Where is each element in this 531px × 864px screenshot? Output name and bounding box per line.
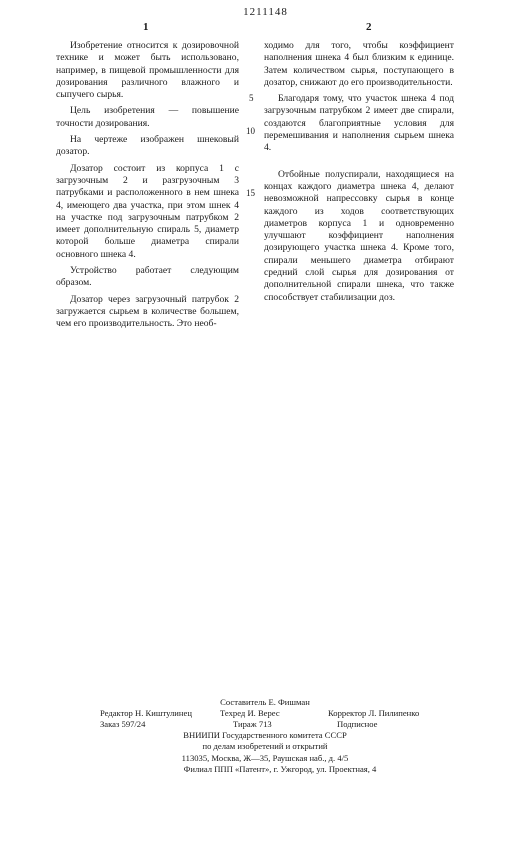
- org-line-2: по делам изобретений и открытий: [202, 741, 328, 752]
- editor: Редактор Н. Киштулинец: [100, 708, 192, 719]
- line-number: 10: [246, 126, 255, 136]
- paragraph: ходимо для того, чтобы коэффициент наполнения шнека 4 был близким к единице. Затем количеством сырья, поступающего в дозатор, снижают до его производительности.: [264, 40, 454, 88]
- paragraph: Дозатор через загрузочный патрубок 2 загружается сырьем в количестве большем, чем его производительность. Это необ-: [56, 293, 239, 330]
- branch: Филиал ППП «Патент», г. Ужгород, ул. Проектная, 4: [183, 763, 377, 774]
- column-number-left: 1: [143, 21, 149, 33]
- left-column: [56, 40, 239, 331]
- paragraph: Устройство работает следующим образом.: [56, 265, 239, 289]
- paragraph: Дозатор состоит из корпуса 1 с загрузочным 2 и разгрузочным 3 патрубками и расположенного в нем шнека 4, имеющего два участка, при этом шнек 4 на участке под загрузочным патрубком 2 имеет дополнительную спираль 5, диаметр которой больше диаметра спирали основного шнека 4.: [56, 162, 239, 260]
- order: Заказ 597/24: [100, 719, 146, 730]
- paragraph: Цель изобретения — повышение точности дозирования.: [56, 105, 239, 129]
- address: 113035, Москва, Ж—35, Раушская наб., д. 4/5: [181, 752, 349, 763]
- org-line-1: ВНИИПИ Государственного комитета СССР: [183, 730, 347, 741]
- colophon: [100, 697, 430, 775]
- paragraph: Благодаря тому, что участок шнека 4 под загрузочным патрубком 2 имеет две спирали, создаются благоприятные условия для перемешивания и наполнения сырьем шнека 4.: [264, 93, 454, 154]
- line-number: 15: [246, 188, 255, 198]
- paragraph: Изобретение относится к дозировочной технике и может быть использовано, например, в пищевой промышленности для дозирования различного влажного и сыпучего сырья.: [56, 40, 239, 101]
- paragraph: На чертеже изображен шнековый дозатор.: [56, 134, 239, 158]
- compiler: Составитель Е. Фишман: [220, 697, 310, 707]
- techred: Техред И. Верес: [220, 708, 280, 719]
- paragraph: Отбойные полуспирали, находящиеся на концах каждого диаметра шнека 4, делают невозможной напрессовку сырья в конце каждого из ходов соответствующих диаметров корпуса 1 и одновременно улучшают коэффициент наполнения дозирующего участка шнека 4. Кроме того, спирали меньшего диаметра отбирают средний слой сырья для дозирования от дополнительной спирали шнека, что также способствует стабилизации доз.: [264, 168, 454, 303]
- subscription: Подписное: [337, 719, 378, 730]
- line-number: 5: [249, 93, 254, 103]
- column-number-right: 2: [366, 21, 372, 33]
- corrector: Корректор Л. Пилипенко: [328, 708, 420, 719]
- right-column: [264, 40, 454, 304]
- circulation: Тираж 713: [233, 719, 272, 730]
- patent-number: 1211148: [243, 6, 288, 18]
